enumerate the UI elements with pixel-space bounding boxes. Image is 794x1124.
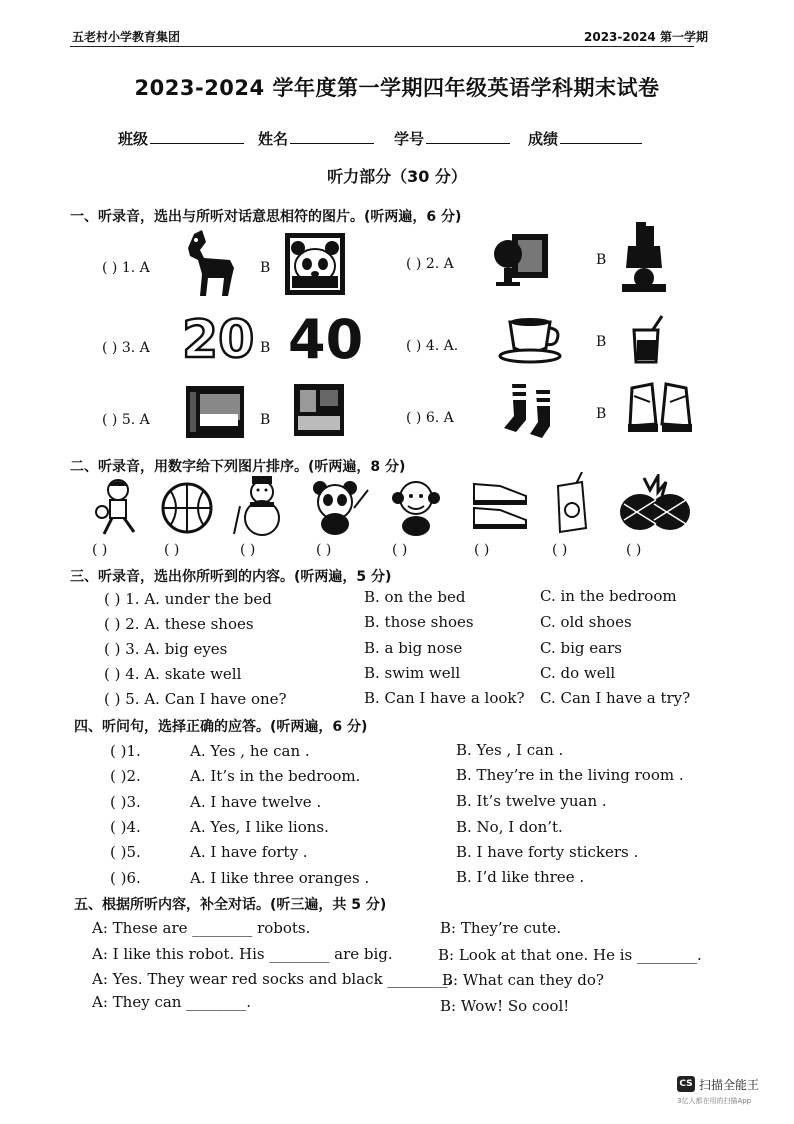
s4-q3-a: A. I have twelve . — [190, 793, 322, 811]
person-headstand-icon — [616, 220, 672, 296]
s3-q3-b: B. a big nose — [364, 639, 463, 657]
s3-q4-b: B. swim well — [364, 664, 461, 682]
s5-line4-a[interactable]: A: They can ________. — [92, 993, 251, 1011]
s2-answer-5[interactable]: ( ) — [392, 542, 408, 558]
section4-heading: 四、听问句，选择正确的应答。(听两遍，6 分) — [74, 719, 368, 735]
s1-q3-b: B — [260, 340, 271, 356]
s5-line2-a[interactable]: A: I like this robot. His ________ are big. — [92, 945, 393, 963]
teacup-icon — [498, 314, 568, 366]
s2-answer-1[interactable]: ( ) — [92, 542, 108, 558]
juice-box-icon — [552, 472, 592, 534]
boy-football-icon — [94, 478, 144, 540]
s1-q5-label[interactable]: ( ) 5. A — [102, 412, 150, 428]
s2-answer-6[interactable]: ( ) — [474, 542, 490, 558]
listening-subtitle: 听力部分（30 分） — [327, 167, 467, 186]
section1-heading: 一、听录音，选出与所听对话意思相符的图片。(听两遍，6 分) — [70, 209, 462, 225]
s4-q3-b: B. It’s twelve yuan . — [456, 792, 607, 810]
student-id-field[interactable]: 学号 — [394, 128, 510, 149]
name-field[interactable]: 姓名 — [258, 128, 374, 149]
s3-q3-c: C. big ears — [540, 639, 622, 657]
s3-q1-a[interactable]: ( ) 1. A. under the bed — [104, 590, 272, 608]
s4-q6-b: B. I’d like three . — [456, 868, 585, 886]
s4-q3-num[interactable]: ( )3. — [110, 793, 141, 811]
s4-q6-num[interactable]: ( )6. — [110, 869, 141, 887]
shoes-icon — [470, 478, 532, 532]
s1-q3-label[interactable]: ( ) 3. A — [102, 340, 150, 356]
basketball-icon — [160, 480, 214, 536]
panda-icon — [306, 478, 370, 538]
s4-q6-a: A. I like three oranges . — [190, 869, 370, 887]
class-field[interactable]: 班级 — [118, 128, 244, 149]
s5-line3-a[interactable]: A: Yes. They wear red socks and black ________. — [92, 970, 453, 988]
score-field[interactable]: 成绩 — [528, 128, 642, 149]
monkey-icon — [388, 478, 444, 538]
s5-line1-a[interactable]: A: These are ________ robots. — [92, 919, 311, 937]
scanner-tagline: 3亿人都在用的扫描App — [677, 1097, 752, 1105]
horse-icon — [180, 228, 238, 300]
s2-answer-3[interactable]: ( ) — [240, 542, 256, 558]
s5-line2-b[interactable]: B: Look at that one. He is ________. — [438, 946, 702, 964]
s3-q5-a[interactable]: ( ) 5. A. Can I have one? — [104, 690, 287, 708]
camscanner-logo-icon: CS — [677, 1076, 695, 1092]
s1-q6-b: B — [596, 406, 607, 422]
s4-q2-num[interactable]: ( )2. — [110, 767, 141, 785]
s2-answer-4[interactable]: ( ) — [316, 542, 332, 558]
s2-answer-8[interactable]: ( ) — [626, 542, 642, 558]
s2-answer-2[interactable]: ( ) — [164, 542, 180, 558]
s4-q4-b: B. No, I don’t. — [456, 818, 563, 836]
s3-q1-b: B. on the bed — [364, 588, 466, 606]
s4-q4-num[interactable]: ( )4. — [110, 818, 141, 836]
s1-q1-b: B — [260, 260, 271, 276]
s3-q4-c: C. do well — [540, 664, 616, 682]
section3-heading: 三、听录音，选出你所听到的内容。(听两遍，5 分) — [70, 569, 392, 585]
socks-icon — [498, 380, 562, 442]
s2-answer-7[interactable]: ( ) — [552, 542, 568, 558]
s4-q1-b: B. Yes , I can . — [456, 741, 564, 759]
snowman-icon — [232, 476, 292, 538]
s5-line4-b: B: Wow! So cool! — [440, 997, 570, 1015]
s1-q5-b: B — [260, 412, 271, 428]
s4-q5-a: A. I have forty . — [190, 843, 308, 861]
s4-q2-b: B. They’re in the living room . — [456, 766, 684, 784]
s3-q5-b: B. Can I have a look? — [364, 689, 525, 707]
s1-q2-b: B — [596, 252, 607, 268]
scanner-app-name: 扫描全能王 — [699, 1078, 760, 1092]
living-room-icon — [292, 382, 346, 438]
header-divider — [70, 46, 694, 47]
number-forty: 40 — [288, 308, 364, 371]
s4-q2-a: A. It’s in the bedroom. — [190, 767, 361, 785]
s3-q3-a[interactable]: ( ) 3. A. big eyes — [104, 640, 228, 658]
term-label: 2023-2024 第一学期 — [584, 30, 708, 44]
number-twenty: 20 — [182, 310, 255, 370]
pineapple-icon — [614, 474, 696, 532]
s4-q5-num[interactable]: ( )5. — [110, 843, 141, 861]
school-name: 五老村小学教育集团 — [72, 30, 181, 44]
s3-q1-c: C. in the bedroom — [540, 587, 677, 605]
s4-q4-a: A. Yes, I like lions. — [190, 818, 329, 836]
computer-icon — [488, 230, 552, 288]
bedroom-icon — [184, 384, 246, 440]
section5-heading: 五、根据所听内容，补全对话。(听三遍，共 5 分) — [74, 897, 387, 913]
s3-q2-c: C. old shoes — [540, 613, 632, 631]
s1-q4-label[interactable]: ( ) 4. A. — [406, 338, 459, 354]
s1-q6-label[interactable]: ( ) 6. A — [406, 410, 454, 426]
s4-q1-a: A. Yes , he can . — [190, 742, 310, 760]
s5-line3-b: B: What can they do? — [442, 971, 604, 989]
section2-heading: 二、听录音，用数字给下列图片排序。(听两遍，8 分) — [70, 459, 406, 475]
exam-title: 2023-2024 学年度第一学期四年级英语学科期末试卷 — [134, 76, 660, 100]
s3-q2-a[interactable]: ( ) 2. A. these shoes — [104, 615, 254, 633]
s1-q1-label[interactable]: ( ) 1. A — [102, 260, 150, 276]
s1-q4-b: B — [596, 334, 607, 350]
shoes-icon — [626, 380, 696, 438]
panda-picture-icon — [284, 232, 346, 296]
s1-q2-label[interactable]: ( ) 2. A — [406, 256, 454, 272]
s3-q5-c: C. Can I have a try? — [540, 689, 691, 707]
s4-q1-num[interactable]: ( )1. — [110, 742, 141, 760]
s5-line1-b: B: They’re cute. — [440, 919, 562, 937]
s4-q5-b: B. I have forty stickers . — [456, 843, 639, 861]
s3-q2-b: B. those shoes — [364, 613, 474, 631]
juice-glass-icon — [628, 314, 672, 366]
s3-q4-a[interactable]: ( ) 4. A. skate well — [104, 665, 242, 683]
